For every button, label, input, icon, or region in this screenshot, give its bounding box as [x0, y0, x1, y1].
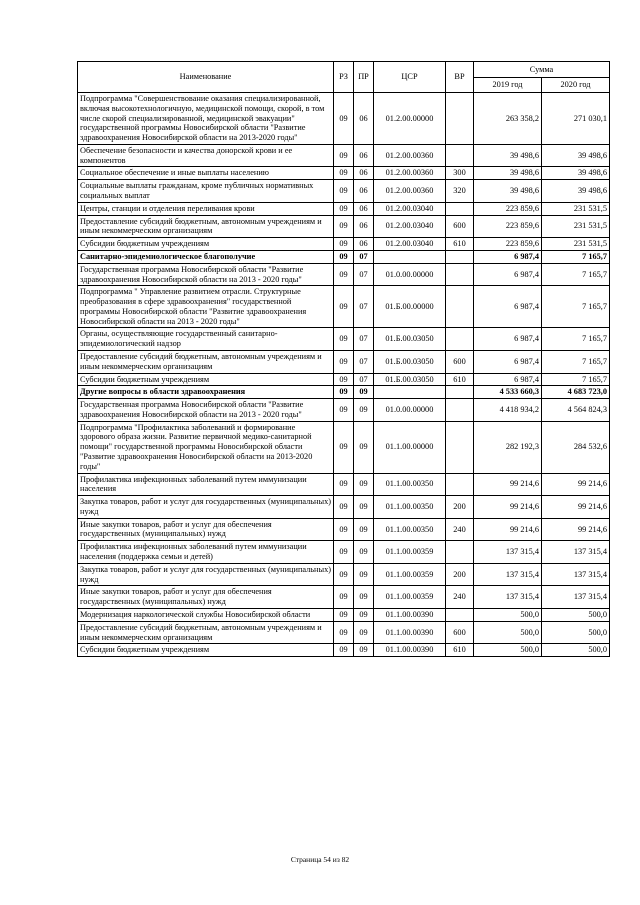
cell-sum-2020: 7 165,7 [542, 328, 610, 351]
cell-sum-2019: 282 192,3 [474, 421, 542, 473]
cell-rz: 09 [334, 621, 354, 644]
cell-sum-2020: 231 531,5 [542, 202, 610, 215]
cell-name: Подпрограмма " Управление развитием отрасли. Структурные преобразования в сфере здравоохранения" государственной программы Новосибирской области "Развитие здравоохранения Новосибирской области на 2013 - 2020 годы" [78, 286, 334, 328]
cell-csr: 01.Б.00.00000 [374, 286, 446, 328]
cell-rz: 09 [334, 167, 354, 180]
table-row [78, 238, 610, 251]
cell-vr: 610 [446, 373, 474, 386]
cell-csr: 01.1.00.00390 [374, 621, 446, 644]
table-row [78, 215, 610, 238]
cell-sum-2020: 271 030,1 [542, 93, 610, 145]
cell-vr: 200 [446, 563, 474, 586]
cell-sum-2020: 137 315,4 [542, 541, 610, 564]
cell-pr: 09 [354, 386, 374, 399]
cell-vr [446, 144, 474, 167]
cell-sum-2020: 284 532,6 [542, 421, 610, 473]
cell-csr: 01.1.00.00359 [374, 563, 446, 586]
cell-name: Субсидии бюджетным учреждениям [78, 238, 334, 251]
cell-csr: 01.1.00.00000 [374, 421, 446, 473]
col-header-2020: 2020 год [542, 78, 610, 93]
cell-rz: 09 [334, 608, 354, 621]
cell-sum-2019: 223 859,6 [474, 238, 542, 251]
cell-rz: 09 [334, 328, 354, 351]
cell-sum-2019: 6 987,4 [474, 350, 542, 373]
table-row [78, 473, 610, 496]
cell-csr: 01.2.00.00360 [374, 167, 446, 180]
cell-csr: 01.1.00.00390 [374, 644, 446, 657]
cell-sum-2020: 7 165,7 [542, 263, 610, 286]
cell-vr [446, 421, 474, 473]
cell-pr: 09 [354, 496, 374, 519]
cell-vr [446, 93, 474, 145]
cell-rz: 09 [334, 644, 354, 657]
cell-sum-2019: 6 987,4 [474, 286, 542, 328]
cell-rz: 09 [334, 350, 354, 373]
table-row [78, 144, 610, 167]
col-header-csr: ЦСР [374, 62, 446, 93]
cell-pr: 07 [354, 350, 374, 373]
cell-vr [446, 250, 474, 263]
cell-vr: 610 [446, 238, 474, 251]
cell-rz: 09 [334, 421, 354, 473]
table-row [78, 518, 610, 541]
cell-sum-2019: 500,0 [474, 644, 542, 657]
cell-rz: 09 [334, 473, 354, 496]
cell-sum-2019: 500,0 [474, 621, 542, 644]
cell-pr: 06 [354, 144, 374, 167]
cell-sum-2020: 7 165,7 [542, 373, 610, 386]
cell-vr [446, 328, 474, 351]
table-row [78, 421, 610, 473]
cell-rz: 09 [334, 202, 354, 215]
table-row [78, 250, 610, 263]
cell-vr [446, 202, 474, 215]
table-row [78, 167, 610, 180]
cell-csr: 01.2.00.03040 [374, 215, 446, 238]
cell-vr: 610 [446, 644, 474, 657]
cell-name: Органы, осуществляющие государственный санитарно-эпидемиологический надзор [78, 328, 334, 351]
cell-name: Обеспечение безопасности и качества донорской крови и ее компонентов [78, 144, 334, 167]
cell-vr [446, 541, 474, 564]
cell-sum-2019: 39 498,6 [474, 180, 542, 203]
cell-sum-2019: 39 498,6 [474, 144, 542, 167]
cell-vr [446, 473, 474, 496]
cell-name: Иные закупки товаров, работ и услуг для обеспечения государственных (муниципальных) нужд [78, 518, 334, 541]
cell-rz: 09 [334, 386, 354, 399]
cell-rz: 09 [334, 250, 354, 263]
cell-sum-2019: 6 987,4 [474, 328, 542, 351]
cell-sum-2019: 223 859,6 [474, 215, 542, 238]
cell-csr: 01.2.00.03040 [374, 202, 446, 215]
budget-table [77, 61, 610, 657]
cell-name: Подпрограмма "Профилактика заболеваний и формирование здорового образа жизни. Развитие первичной медико-санитарной помощи" государственной программы Новосибирской области "Развитие здравоохранения Новосибирской области на 2013-2020 годы" [78, 421, 334, 473]
cell-pr: 09 [354, 421, 374, 473]
cell-pr: 09 [354, 541, 374, 564]
cell-csr [374, 386, 446, 399]
table-row [78, 93, 610, 145]
cell-sum-2020: 4 564 824,3 [542, 399, 610, 422]
cell-csr: 01.2.00.00000 [374, 93, 446, 145]
table-row [78, 180, 610, 203]
table-row [78, 621, 610, 644]
cell-rz: 09 [334, 263, 354, 286]
cell-sum-2019: 99 214,6 [474, 473, 542, 496]
cell-name: Другие вопросы в области здравоохранения [78, 386, 334, 399]
cell-sum-2020: 231 531,5 [542, 238, 610, 251]
cell-csr: 01.Б.00.03050 [374, 350, 446, 373]
cell-pr: 07 [354, 286, 374, 328]
cell-name: Профилактика инфекционных заболеваний путем иммунизации населения [78, 473, 334, 496]
cell-vr [446, 399, 474, 422]
cell-sum-2020: 500,0 [542, 608, 610, 621]
cell-rz: 09 [334, 541, 354, 564]
cell-pr: 09 [354, 586, 374, 609]
cell-csr: 01.1.00.00350 [374, 496, 446, 519]
cell-csr: 01.Б.00.03050 [374, 373, 446, 386]
cell-pr: 09 [354, 518, 374, 541]
col-header-sum: Сумма [474, 62, 610, 78]
cell-sum-2019: 6 987,4 [474, 373, 542, 386]
cell-rz: 09 [334, 144, 354, 167]
cell-vr: 600 [446, 215, 474, 238]
cell-pr: 06 [354, 93, 374, 145]
cell-rz: 09 [334, 586, 354, 609]
cell-sum-2019: 223 859,6 [474, 202, 542, 215]
cell-pr: 06 [354, 215, 374, 238]
cell-sum-2020: 99 214,6 [542, 473, 610, 496]
cell-rz: 09 [334, 373, 354, 386]
cell-name: Закупка товаров, работ и услуг для государственных (муниципальных) нужд [78, 496, 334, 519]
cell-csr: 01.1.00.00390 [374, 608, 446, 621]
col-header-2019: 2019 год [474, 78, 542, 93]
cell-rz: 09 [334, 286, 354, 328]
cell-vr: 240 [446, 518, 474, 541]
table-row [78, 202, 610, 215]
cell-sum-2019: 137 315,4 [474, 541, 542, 564]
table-row [78, 328, 610, 351]
cell-pr: 06 [354, 238, 374, 251]
table-row [78, 263, 610, 286]
cell-rz: 09 [334, 563, 354, 586]
cell-pr: 09 [354, 608, 374, 621]
cell-rz: 09 [334, 215, 354, 238]
cell-pr: 09 [354, 399, 374, 422]
cell-pr: 07 [354, 263, 374, 286]
cell-name: Санитарно-эпидемиологическое благополучие [78, 250, 334, 263]
table-row [78, 496, 610, 519]
cell-sum-2020: 500,0 [542, 644, 610, 657]
table-row [78, 373, 610, 386]
cell-pr: 07 [354, 250, 374, 263]
cell-sum-2019: 500,0 [474, 608, 542, 621]
cell-sum-2020: 7 165,7 [542, 250, 610, 263]
cell-csr: 01.0.00.00000 [374, 399, 446, 422]
cell-sum-2020: 99 214,6 [542, 496, 610, 519]
cell-pr: 06 [354, 167, 374, 180]
table-row [78, 386, 610, 399]
cell-csr: 01.2.00.00360 [374, 144, 446, 167]
cell-name: Профилактика инфекционных заболеваний путем иммунизации населения (поддержка семьи и детей) [78, 541, 334, 564]
cell-pr: 06 [354, 180, 374, 203]
cell-sum-2019: 99 214,6 [474, 518, 542, 541]
cell-sum-2019: 137 315,4 [474, 586, 542, 609]
cell-vr: 600 [446, 621, 474, 644]
cell-name: Закупка товаров, работ и услуг для государственных (муниципальных) нужд [78, 563, 334, 586]
cell-name: Государственная программа Новосибирской области "Развитие здравоохранения Новосибирской области на 2013 - 2020 годы" [78, 399, 334, 422]
cell-sum-2020: 137 315,4 [542, 563, 610, 586]
cell-rz: 09 [334, 238, 354, 251]
col-header-name: Наименование [78, 62, 334, 93]
cell-vr [446, 263, 474, 286]
cell-sum-2019: 4 418 934,2 [474, 399, 542, 422]
cell-sum-2020: 99 214,6 [542, 518, 610, 541]
table-row [78, 541, 610, 564]
cell-csr: 01.0.00.00000 [374, 263, 446, 286]
table-header [78, 62, 610, 93]
table-row [78, 563, 610, 586]
cell-name: Субсидии бюджетным учреждениям [78, 644, 334, 657]
cell-sum-2020: 7 165,7 [542, 286, 610, 328]
table-row [78, 286, 610, 328]
page-footer: Страница 54 из 82 [290, 855, 350, 864]
cell-vr: 320 [446, 180, 474, 203]
cell-name: Государственная программа Новосибирской области "Развитие здравоохранения Новосибирской области на 2013 - 2020 годы" [78, 263, 334, 286]
table-row [78, 608, 610, 621]
cell-pr: 07 [354, 328, 374, 351]
table-row [78, 350, 610, 373]
cell-name: Социальное обеспечение и иные выплаты населению [78, 167, 334, 180]
col-header-vr: ВР [446, 62, 474, 93]
cell-vr [446, 386, 474, 399]
col-header-rz: РЗ [334, 62, 354, 93]
cell-vr: 600 [446, 350, 474, 373]
cell-rz: 09 [334, 180, 354, 203]
cell-pr: 09 [354, 621, 374, 644]
cell-csr [374, 250, 446, 263]
table-row [78, 399, 610, 422]
cell-name: Социальные выплаты гражданам, кроме публичных нормативных социальных выплат [78, 180, 334, 203]
cell-name: Иные закупки товаров, работ и услуг для обеспечения государственных (муниципальных) нужд [78, 586, 334, 609]
cell-csr: 01.Б.00.03050 [374, 328, 446, 351]
cell-sum-2020: 39 498,6 [542, 144, 610, 167]
cell-name: Модернизация наркологической службы Новосибирской области [78, 608, 334, 621]
cell-sum-2019: 6 987,4 [474, 263, 542, 286]
cell-sum-2019: 39 498,6 [474, 167, 542, 180]
cell-sum-2020: 39 498,6 [542, 167, 610, 180]
col-header-pr: ПР [354, 62, 374, 93]
table-row [78, 586, 610, 609]
cell-rz: 09 [334, 93, 354, 145]
cell-name: Субсидии бюджетным учреждениям [78, 373, 334, 386]
cell-sum-2020: 7 165,7 [542, 350, 610, 373]
cell-sum-2020: 39 498,6 [542, 180, 610, 203]
cell-sum-2020: 4 683 723,0 [542, 386, 610, 399]
cell-vr [446, 286, 474, 328]
cell-pr: 09 [354, 473, 374, 496]
cell-pr: 09 [354, 644, 374, 657]
cell-name: Подпрограмма "Совершенствование оказания специализированной, включая высокотехнологичную, медицинской помощи, скорой, в том числе скорой специализированной, медицинской эвакуации" государственной программы Новосибирской области "Развитие здравоохранения Новосибирской области на 2013-2020 годы" [78, 93, 334, 145]
cell-sum-2019: 99 214,6 [474, 496, 542, 519]
cell-vr: 200 [446, 496, 474, 519]
cell-csr: 01.1.00.00359 [374, 541, 446, 564]
cell-sum-2019: 6 987,4 [474, 250, 542, 263]
cell-sum-2019: 137 315,4 [474, 563, 542, 586]
cell-csr: 01.2.00.00360 [374, 180, 446, 203]
cell-vr [446, 608, 474, 621]
cell-rz: 09 [334, 518, 354, 541]
cell-pr: 09 [354, 563, 374, 586]
cell-name: Предоставление субсидий бюджетным, автономным учреждениям и иным некоммерческим организациям [78, 215, 334, 238]
cell-sum-2020: 137 315,4 [542, 586, 610, 609]
cell-sum-2020: 231 531,5 [542, 215, 610, 238]
table-body [78, 93, 610, 657]
cell-pr: 07 [354, 373, 374, 386]
cell-csr: 01.1.00.00350 [374, 518, 446, 541]
cell-name: Предоставление субсидий бюджетным, автономным учреждениям и иным некоммерческим организациям [78, 621, 334, 644]
cell-vr: 300 [446, 167, 474, 180]
cell-rz: 09 [334, 496, 354, 519]
cell-pr: 06 [354, 202, 374, 215]
cell-sum-2019: 263 358,2 [474, 93, 542, 145]
cell-sum-2019: 4 533 660,3 [474, 386, 542, 399]
cell-rz: 09 [334, 399, 354, 422]
cell-vr: 240 [446, 586, 474, 609]
table-row [78, 644, 610, 657]
cell-sum-2020: 500,0 [542, 621, 610, 644]
cell-csr: 01.1.00.00359 [374, 586, 446, 609]
cell-name: Предоставление субсидий бюджетным, автономным учреждениям и иным некоммерческим организациям [78, 350, 334, 373]
cell-name: Центры, станции и отделения переливания крови [78, 202, 334, 215]
cell-csr: 01.2.00.03040 [374, 238, 446, 251]
cell-csr: 01.1.00.00350 [374, 473, 446, 496]
